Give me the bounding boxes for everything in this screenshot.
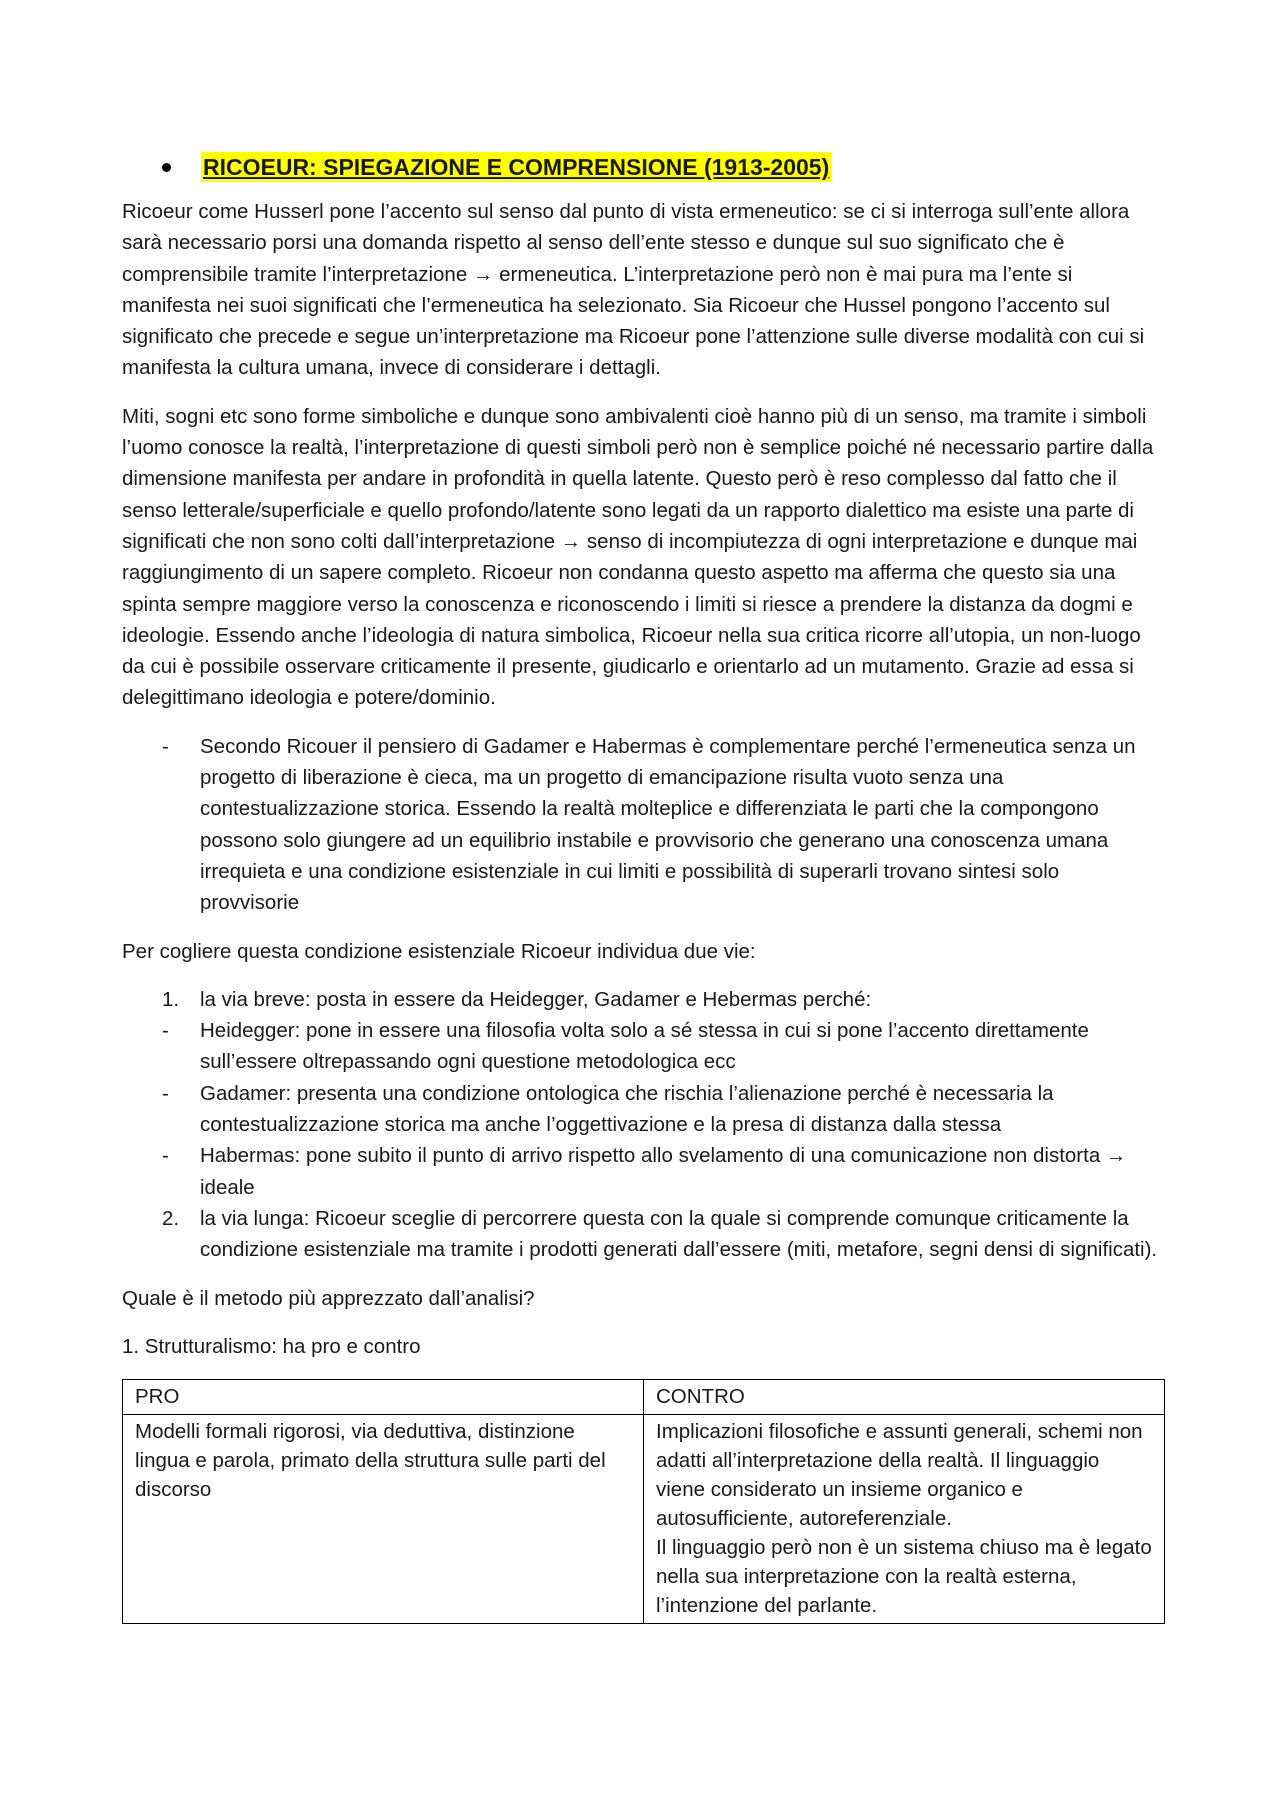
dash-list <box>122 731 1163 919</box>
bullet-icon <box>162 163 171 172</box>
paragraph-question: Quale è il metodo più apprezzato dall’analisi? <box>122 1286 535 1310</box>
list-item-text: Heidegger: pone in essere una filosofia volta solo a sé stessa in cui si pone l’accento direttamente sull’essere oltrepassando ogni questione metodologica ecc <box>200 1019 1089 1074</box>
list-marker: 1. <box>162 987 180 1011</box>
list-item <box>122 1015 1163 1078</box>
table-header-contro: CONTRO <box>644 1380 1165 1415</box>
list-item-text: la via breve: posta in essere da Heidegger, Gadamer e Hebermas perché: <box>200 987 872 1011</box>
vie-list <box>122 984 1163 1266</box>
table-row <box>123 1415 1165 1624</box>
list-item <box>122 1140 1163 1203</box>
list-marker: - <box>162 1019 169 1043</box>
list-item-text: Gadamer: presenta una condizione ontologica che rischia l’alienazione perché è necessaria la contestualizzazione storica ma anche l’oggettivazione e la presa di distanza dalla stessa <box>200 1081 1054 1137</box>
list-item <box>122 1203 1163 1266</box>
list-item <box>122 984 1163 1015</box>
pro-contro-table <box>122 1379 1165 1624</box>
paragraph-method-title: 1. Strutturalismo: ha pro e contro <box>122 1334 421 1358</box>
table-header-row <box>123 1380 1165 1415</box>
paragraph-vie-intro: Per cogliere questa condizione esistenziale Ricoeur individua due vie: <box>122 939 756 963</box>
list-marker: - <box>162 1081 169 1105</box>
table-header-pro: PRO <box>123 1380 644 1415</box>
paragraph-symbols: Miti, sogni etc sono forme simboliche e dunque sono ambivalenti cioè hanno più di un senso, ma tramite i simboli l’uomo conosce la realtà, l’interpretazione di questi simboli però non è semplice poiché né necessario partire dalla dimensione manifesta per andare in profondità in quella latente. Questo però è reso complesso dal fatto che il senso letterale/superficiale e quello profondo/latente sono legati da un rapporto dialettico ma esiste una parte di significati che non sono colti dall’interpretazione → senso di incompiutezza di ogni interpretazione e dunque mai raggiungimento di un sapere completo. Ricoeur non condanna questo aspetto ma afferma che questo sia una spinta sempre maggiore verso la conoscenza e riconoscendo i limiti si riesce a prendere la distanza da dogmi e ideologie. Essendo anche l’ideologia di natura simbolica, Ricoeur nella sua critica ricorre all’utopia, un non-luogo da cui è possibile osservare criticamente il presente, giudicarlo e orientarlo ad un mutamento. Grazie ad essa si delegittimano ideologia e potere/dominio. <box>122 404 1154 710</box>
contro-line: Implicazioni filosofiche e assunti generali, schemi non adatti all’interpretazione della realtà. Il linguaggio viene considerato un insieme organico e autosufficiente, autoreferenziale. <box>656 1420 1143 1531</box>
list-item-text: Secondo Ricouer il pensiero di Gadamer e Habermas è complementare perché l’ermeneutica senza un progetto di liberazione è cieca, ma un progetto di emancipazione risulta vuoto senza una contestualizzazione storica. Essendo la realtà molteplice e differenziata le parti che la compongono possono solo giungere ad un equilibrio instabile e provvisorio che generano una conoscenza umana irrequieta e una condizione esistenziale in cui limiti e possibilità di superarli trovano sintesi solo provvisorie <box>200 734 1136 915</box>
list-marker: 2. <box>162 1206 180 1230</box>
section-heading: RICOEUR: SPIEGAZIONE E COMPRENSIONE (1913-2005) <box>203 154 830 180</box>
list-item-text: la via lunga: Ricoeur sceglie di percorrere questa con la quale si comprende comunque criticamente la condizione esistenziale ma tramite i prodotti generati dall’essere (miti, metafore, segni densi di significati). <box>200 1206 1158 1262</box>
paragraph-intro: Ricoeur come Husserl pone l’accento sul senso dal punto di vista ermeneutico: se ci si interroga sull’ente allora sarà necessario porsi una domanda rispetto al senso dell’ente stesso e dunque sul suo significato che è comprensibile tramite l’interpretazione → ermeneutica. L’interpretazione però non è mai pura ma l’ente si manifesta nei suoi significati che l’ermeneutica ha selezionato. Sia Ricoeur che Hussel pongono l’accento sul significato che precede e segue un’interpretazione ma Ricoeur pone l’attenzione sulle diverse modalità con cui si manifesta la cultura umana, invece di considerare i dettagli. <box>122 200 1145 380</box>
heading-row <box>162 152 1163 182</box>
table-cell-pro: Modelli formali rigorosi, via deduttiva, distinzione lingua e parola, primato della struttura sulle parti del discorso <box>123 1415 644 1624</box>
dash-marker: - <box>162 734 169 758</box>
list-item-text: Habermas: pone subito il punto di arrivo rispetto allo svelamento di una comunicazione non distorta → ideale <box>200 1144 1127 1199</box>
list-item <box>122 731 1163 919</box>
list-item <box>122 1078 1163 1141</box>
list-marker: - <box>162 1144 169 1168</box>
contro-line: Il linguaggio però non è un sistema chiuso ma è legato nella sua interpretazione con la realtà esterna, l’intenzione del parlante. <box>656 1536 1152 1618</box>
table-cell-contro <box>644 1415 1165 1624</box>
